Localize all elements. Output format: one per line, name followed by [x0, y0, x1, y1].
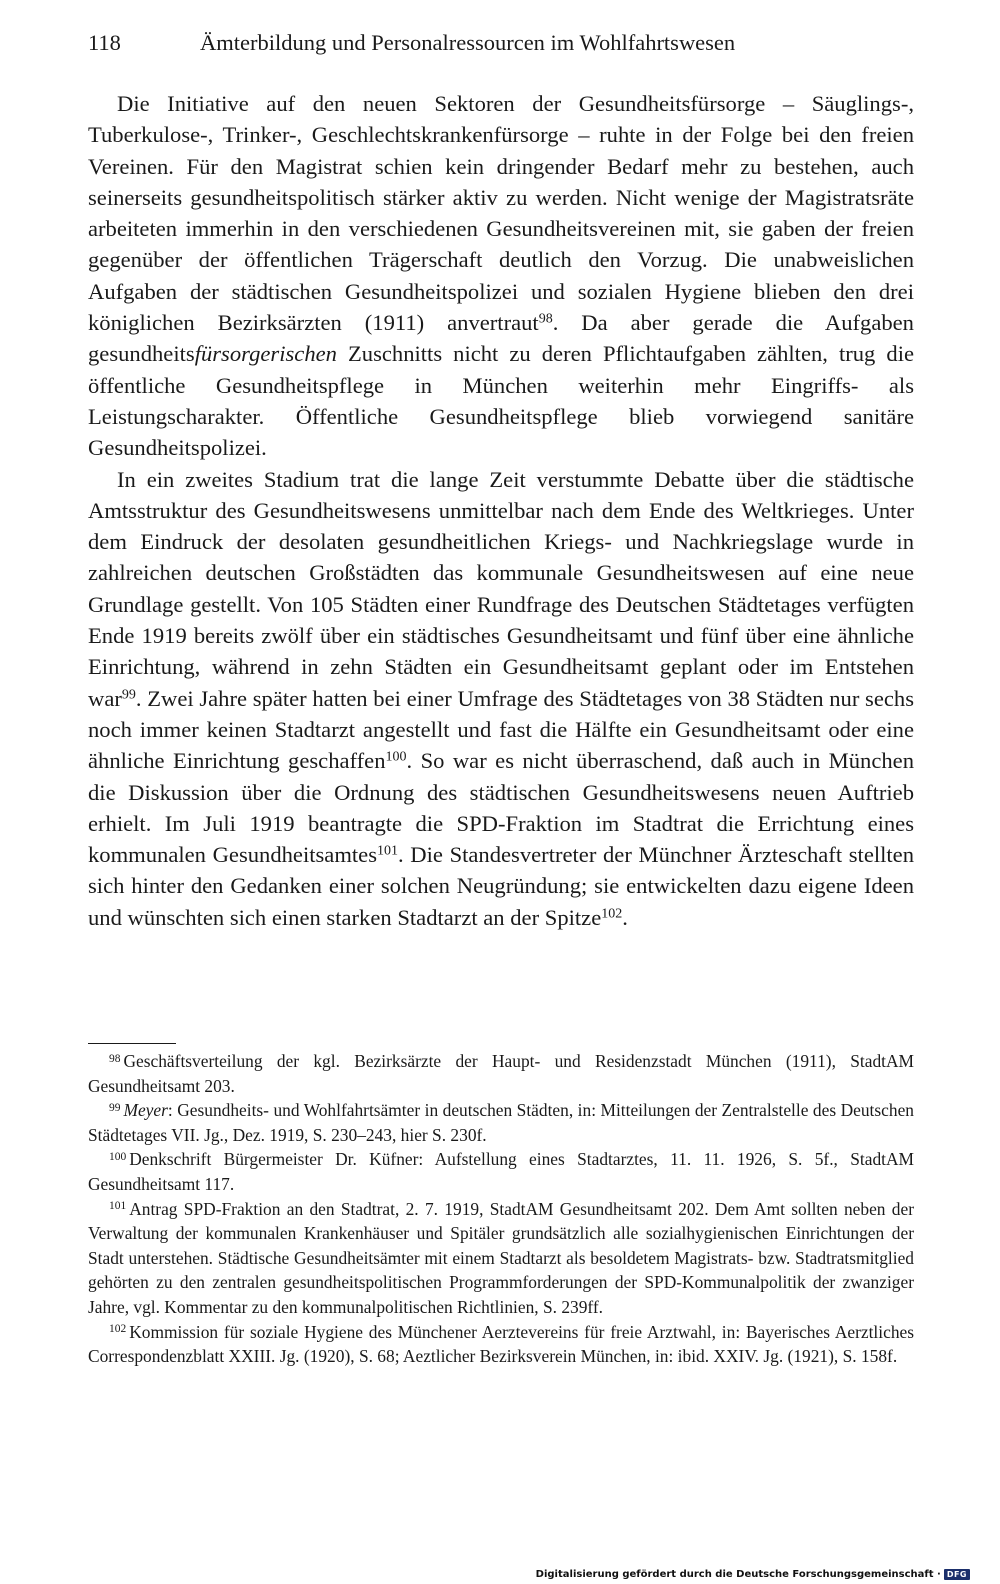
footnote-text: Antrag SPD-Fraktion an den Stadtrat, 2. 7. 1919, StadtAM Gesundheitsamt 202. Dem Amt sollten neben der Verwaltung der kommunalen Krankenhäuser und Spitäler grundsätzlich alle sozialhygienischen Einrichtungen der Stadt unterstehen. Städtische Gesundheitsämter mit einem Stadtarzt als besoldetem Magistrats- bzw. Stadtratsmitglied gehörten zu den zentralen gesundheitspolitischen Programmforderungen der SPD-Kommunalpolitik der zwanziger Jahre, vgl. Kommentar zu den kommunalpolitischen Richtlinien, S. 239ff.: [88, 1198, 914, 1317]
footnote-ref-99[interactable]: 99: [121, 686, 136, 702]
footnote-98: [88, 1049, 914, 1098]
footnote-number: 99: [109, 1102, 121, 1115]
footnote-102: [88, 1320, 914, 1369]
paragraph-2-text-b: . Zwei Jahre später hatten bei einer Umfrage des Städtetages von 38 Städten nur sechs noch immer keinen Stadtarzt angestellt und fast die Hälfte ein Gesundheitsamt oder eine ähnliche Einrichtung geschaffen: [88, 685, 914, 774]
footnote-number: 102: [109, 1323, 127, 1336]
footnote-ref-102[interactable]: 102: [601, 906, 623, 922]
footnote-text: Geschäftsverteilung der kgl. Bezirksärzte der Haupt- und Residenzstadt München (1911), StadtAM Gesundheitsamt 203.: [88, 1051, 914, 1096]
footnote-number: 98: [109, 1052, 121, 1065]
footnotes: [88, 1049, 914, 1369]
footnote-101: [88, 1197, 914, 1320]
paragraph-1: [88, 88, 914, 464]
footnote-author: Meyer: [123, 1100, 168, 1121]
paragraph-1-text-c: Zuschnitts nicht zu deren Pflichtaufgaben zählten, trug die öffentliche Gesundheitspflege in München weiterhin mehr Eingriffs- als Leistungscharakter. Öffentliche Gesundheitspflege blieb vorwiegend sanitäre Gesundheitspolizei.: [88, 341, 914, 461]
paragraph-2-text-e: .: [622, 904, 628, 930]
paragraph-1-emphasis: fürsorgerischen: [194, 341, 337, 367]
footnote-text: Kommission für soziale Hygiene des Münchener Aerztevereins für freie Arztwahl, in: Bayerisches Aerztliches Correspondenzblatt XXIII. Jg. (1920), S. 68; Aeztlicher Bezirksverein München, in: ibid. XXIV. Jg. (1921), S. 158f.: [88, 1321, 914, 1367]
running-head: [88, 28, 908, 58]
body-text: [88, 88, 914, 933]
paragraph-1-text-b: . Da aber gerade die Aufgaben gesundheits: [88, 310, 914, 367]
footnote-text: Denkschrift Bürgermeister Dr. Küfner: Aufstellung eines Stadtarztes, 11. 11. 1926, S. 5f., StadtAM Gesundheitsamt 117.: [88, 1149, 914, 1194]
paragraph-2-text-a: In ein zweites Stadium trat die lange Zeit verstummte Debatte über die städtische Amtsstruktur des Gesundheitswesens unmittelbar nach dem Ende des Weltkrieges. Unter dem Eindruck der desolaten gesundheitlichen Kriegs- und Nachkriegslage wurde in zahlreichen deutschen Großstädten das kommunale Gesundheitswesen auf eine neue Grundlage gestellt. Von 105 Städten einer Rundfrage des Deutschen Städtetages verfügten Ende 1919 bereits zwölf über ein städtisches Gesundheitsamt und fünf über eine ähnliche Einrichtung, während in zehn Städten ein Gesundheitsamt geplant oder im Entstehen war: [88, 466, 914, 711]
paragraph-1-text-a: Die Initiative auf den neuen Sektoren der Gesundheitsfürsorge – Säuglings-, Tuberkulose-, Trinker-, Geschlechtskrankenfürsorge – ruhte in der Folge bei den freien Vereinen. Für den Magistrat schien kein dringender Bedarf mehr zu bestehen, auch seinerseits gesundheitspolitisch stärker aktiv zu werden. Nicht wenige der Magistratsräte arbeiteten immerhin in den verschiedenen Gesundheitsvereinen mit, sie gaben der freien gegenüber der öffentlichen Trägerschaft deutlich den Vorzug. Die unabweislichen Aufgaben der städtischen Gesundheitspolizei und sozialen Hygiene blieben den drei königlichen Bezirksärzten (1911) anvertraut: [88, 91, 914, 336]
page-number: 118: [88, 30, 121, 55]
footnote-ref-98[interactable]: 98: [538, 311, 553, 327]
footnote-text: : Gesundheits- und Wohlfahrtsämter in deutschen Städten, in: Mitteilungen der Zentralstelle des Deutschen Städtetages VII. Jg., Dez. 1919, S. 230–243, hier S. 230f.: [88, 1100, 914, 1145]
paragraph-2-text-d: . Die Standesvertreter der Münchner Ärzteschaft stellten sich hinter den Gedanken einer solchen Neugründung; sie entwickelten dazu eigene Ideen und wünschten sich einen starken Stadtarzt an der Spitze: [88, 842, 914, 930]
running-head-title: Ämterbildung und Personalressourcen im Wohlfahrtswesen: [200, 30, 736, 55]
footnote-number: 101: [109, 1200, 127, 1213]
footnote-99: [88, 1098, 914, 1147]
footnote-100: [88, 1147, 914, 1196]
credit-text: Digitalisierung gefördert durch die Deutsche Forschungsgemeinschaft ·: [535, 1569, 941, 1580]
footnote-ref-100[interactable]: 100: [385, 749, 407, 765]
footnote-number: 100: [109, 1151, 127, 1164]
dfg-logo-icon: DFG: [944, 1569, 970, 1580]
footnote-divider: [88, 1043, 176, 1044]
digitization-credit: [536, 1569, 970, 1580]
paragraph-2: [88, 464, 914, 933]
footnote-ref-101[interactable]: 101: [377, 843, 399, 859]
paragraph-2-text-c: . So war es nicht überraschend, daß auch in München die Diskussion über die Ordnung des städtischen Gesundheitswesens neuen Auftrieb erhielt. Im Juli 1919 beantragte die SPD-Fraktion im Stadtrat die Errichtung eines kommunalen Gesundheitsamtes: [88, 748, 914, 868]
